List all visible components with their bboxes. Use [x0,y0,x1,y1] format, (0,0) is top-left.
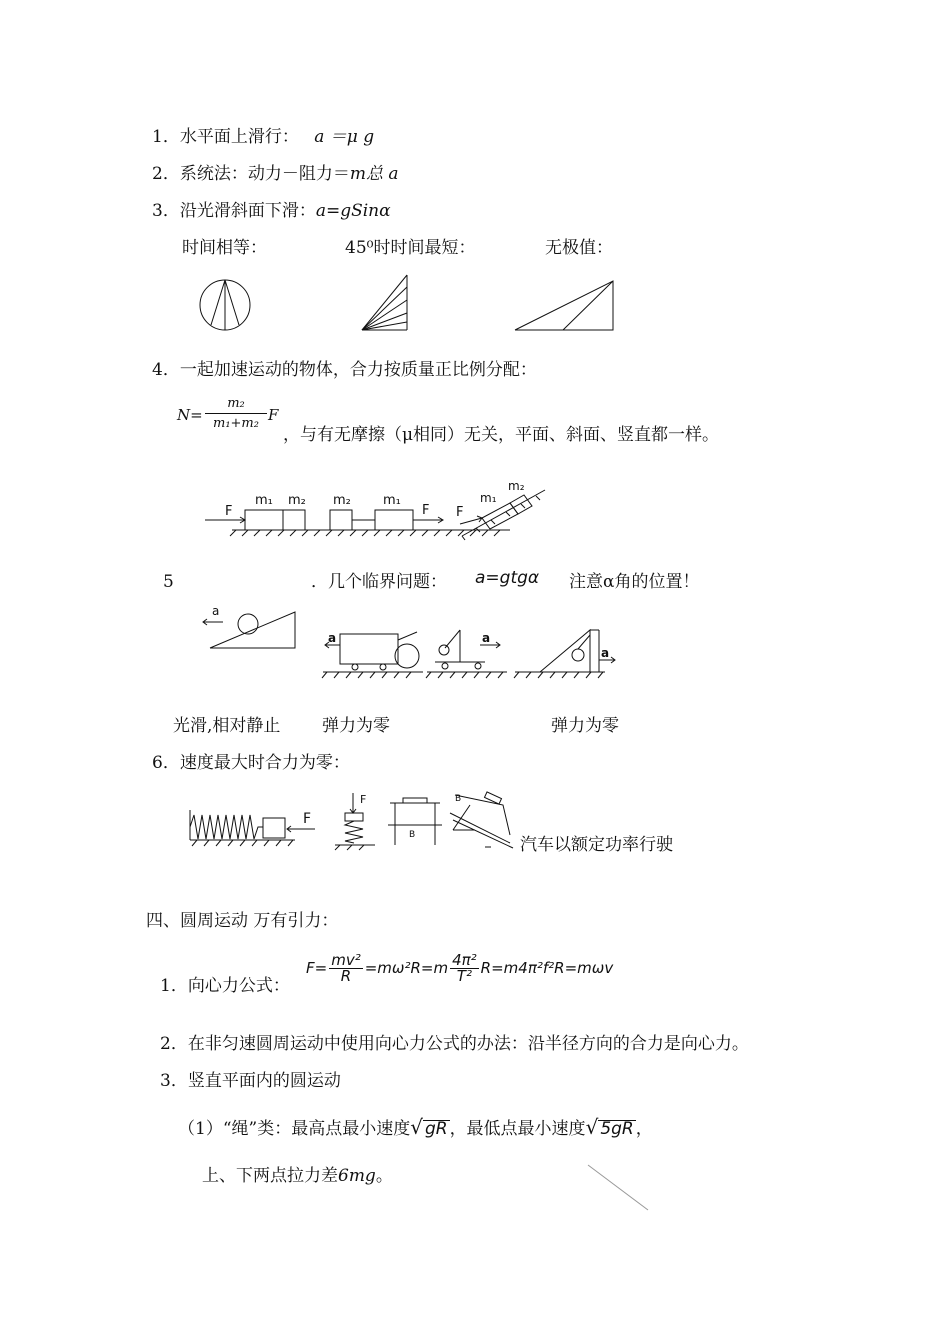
point-label: B [409,830,416,840]
caption-equal-time: 时间相等： [182,238,267,258]
item-text: 速度最大时合力为零： [179,753,350,773]
rope-label: （1）“绳”类：最高点最小速度 [178,1119,411,1139]
item-number: 3． [160,1071,188,1091]
formula: m总 a [349,164,399,184]
tension-value: 6mg [338,1166,376,1186]
spring-block [263,818,285,838]
item-text: 向心力公式： [187,976,290,996]
item-text: 系统法：动力－阻力＝ [179,164,350,184]
item-text: 一起加速运动的物体，合力按质量正比例分配： [179,360,537,380]
item-4-tail: ，与有无摩擦（μ相同）无关，平面、斜面、竖直都一样。 [283,425,720,445]
item-number: 3． [152,201,180,221]
fraction-denominator: m₁+m₂ [213,416,259,431]
mass-label: m₂ [333,493,351,508]
formula: a ＝μ g [314,127,375,147]
formula: a=gSinα [315,201,391,221]
acceleration-label: a [601,646,610,660]
stray-line [585,1162,655,1217]
mass-label: m₂ [288,493,306,508]
caption-45-degree: 45⁰时时间最短： [345,238,476,258]
tension-end: 。 [375,1166,393,1186]
item-number: 1． [160,976,188,996]
formula-fraction [205,396,267,431]
fraction-numerator: m₂ [205,396,267,414]
block-m2 [283,510,305,530]
item-2 [152,166,399,183]
item-3 [152,203,391,220]
force-label: F [360,793,367,806]
critical-problem-figures [195,600,635,685]
mass-label: m₁ [383,493,401,508]
caption-no-extreme: 无极值： [545,238,613,258]
item-number: 6． [152,753,180,773]
item-number: 4． [152,360,180,380]
caption-zero-elastic: 弹力为零 [551,716,619,736]
rope-mid-text: ，最低点最小速度 [449,1119,586,1139]
block-m2 [330,510,352,530]
item-6 [152,755,350,772]
block-m1 [245,510,283,530]
min-speed-bottom: 5gR [600,1119,634,1139]
ball [238,614,258,634]
incline-figures [195,275,635,337]
mass-label: m₁ [480,491,497,505]
mass-label: m₂ [508,479,525,493]
section-heading: 四、圆周运动 万有引力： [146,911,339,931]
item-5-note: 注意α角的位置！ [569,572,700,592]
centripetal-formula: F= $\frac{\text{mv²}}{R}$ =mω²R=m 4π² T² R=m4π²f²R=mωv [306,950,614,985]
formula-rhs: F [268,406,279,424]
item-text: 水平面上滑行： [179,127,299,147]
formula: a=gtgα [475,568,540,588]
item-number: 1． [152,127,180,147]
tension-text: 上、下两点拉力差 [202,1166,338,1186]
acceleration-label: a [482,631,491,645]
block-m1 [375,510,413,530]
force-label: F [456,505,464,520]
ball [395,644,419,668]
item-number: 2． [160,1034,188,1054]
item-4 [152,362,537,379]
point-label: B [455,794,462,804]
item-5-text: ．几个临界问题： [311,572,447,592]
formula-lhs: N= [177,406,203,424]
circular-item-3 [160,1073,341,1090]
rope-type-line: （1）“绳”类：最高点最小速度√ gR ，最低点最小速度√ 5gR ， [178,1115,653,1139]
tension-difference-line [202,1168,393,1185]
item-text: 沿光滑斜面下滑： [179,201,316,221]
item-text: 在非匀速圆周运动中使用向心力公式的办法：沿半径方向的合力是向心力。 [187,1034,749,1054]
item-number: 2． [152,164,180,184]
smooth-incline [210,612,295,648]
ground-hatch [230,530,500,536]
acceleration-label: a [212,604,220,618]
min-speed-top: gR [424,1119,448,1139]
triangle-diagram [515,281,613,330]
rope-end: ， [635,1119,653,1139]
max-velocity-figures [185,785,525,855]
truck-box [340,634,398,664]
circular-item-2 [160,1036,749,1053]
caption-smooth-static: 光滑,相对静止 [173,716,281,736]
force-label: F [225,504,233,519]
car-text: 汽车以额定功率行驶 [520,835,673,855]
force-label: F [303,811,312,827]
mass-label: m₁ [255,493,273,508]
fan-diagram [362,275,407,330]
circular-item-1 [160,978,290,995]
acceleration-label: a [328,631,337,645]
caption-zero-elastic: 弹力为零 [322,716,390,736]
force-label: F [422,503,430,518]
item-1 [152,129,374,146]
item-text: 竖直平面内的圆运动 [187,1071,341,1091]
mass-distribution-figures [200,478,560,543]
item-5-number: 5 [163,572,174,592]
